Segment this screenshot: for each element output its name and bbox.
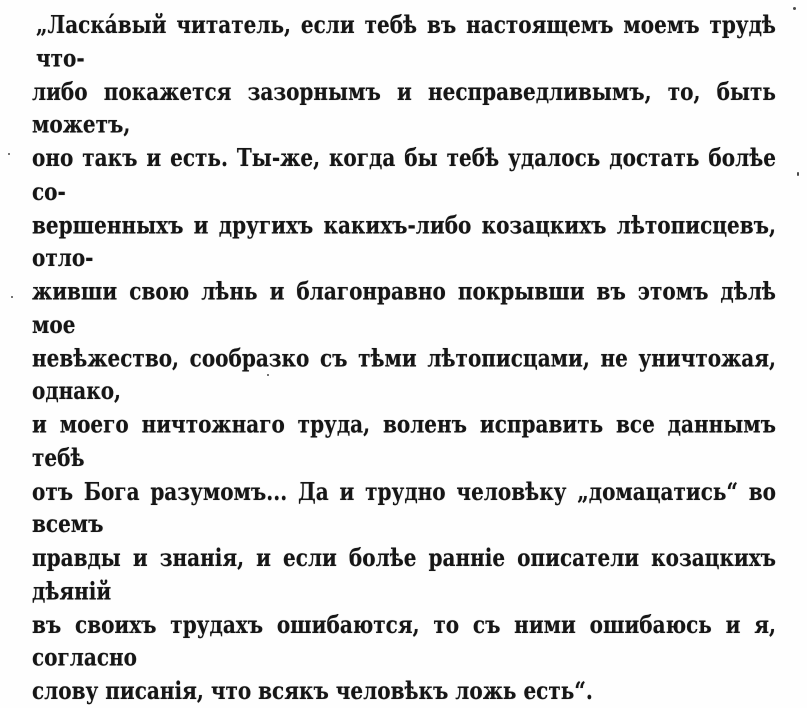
scan-speck [8, 153, 10, 155]
scan-speck [267, 374, 269, 376]
scan-speck [793, 7, 796, 10]
text-line-5: живши свою лѣнь и благонравно покрывши въ этомъ дѣлѣ мое [32, 276, 776, 339]
text-line-10: въ своихъ трудахъ ошибаются, то съ ними ошибаюсь и я, согласно [32, 609, 776, 672]
text-line-6: невѣжество, сообразко съ тѣми лѣтописцами, не уничтожая, однако, [32, 343, 776, 406]
text-line-9: правды и знанія, и если болѣе ранніе описатели козацкихъ дѣяній [32, 543, 776, 606]
text-line-11: слову писанія, что всякъ человѣкъ ложь есть“. [32, 676, 593, 705]
text-line-1: „Ласка́вый читатель, если тебѣ въ настоящемъ моемъ трудѣ что- [36, 10, 776, 73]
quoted-passage [32, 9, 776, 708]
text-line-7: и моего ничтожнаго труда, воленъ исправить все даннымъ тебѣ [32, 409, 776, 472]
scan-speck [797, 172, 799, 176]
scan-speck [11, 296, 13, 298]
text-line-8: отъ Бога разумомъ... Да и трудно человѣку „домацатись“ во всемъ [32, 476, 776, 539]
text-line-2: либо покажется зазорнымъ и несправедливымъ, то, быть можетъ, [32, 76, 776, 139]
text-line-4: вершенныхъ и другихъ какихъ-либо козацкихъ лѣтописцевъ, отло- [32, 210, 776, 273]
text-line-3: оно такъ и есть. Ты-же, когда бы тебѣ удалось достать болѣе со- [32, 143, 776, 206]
